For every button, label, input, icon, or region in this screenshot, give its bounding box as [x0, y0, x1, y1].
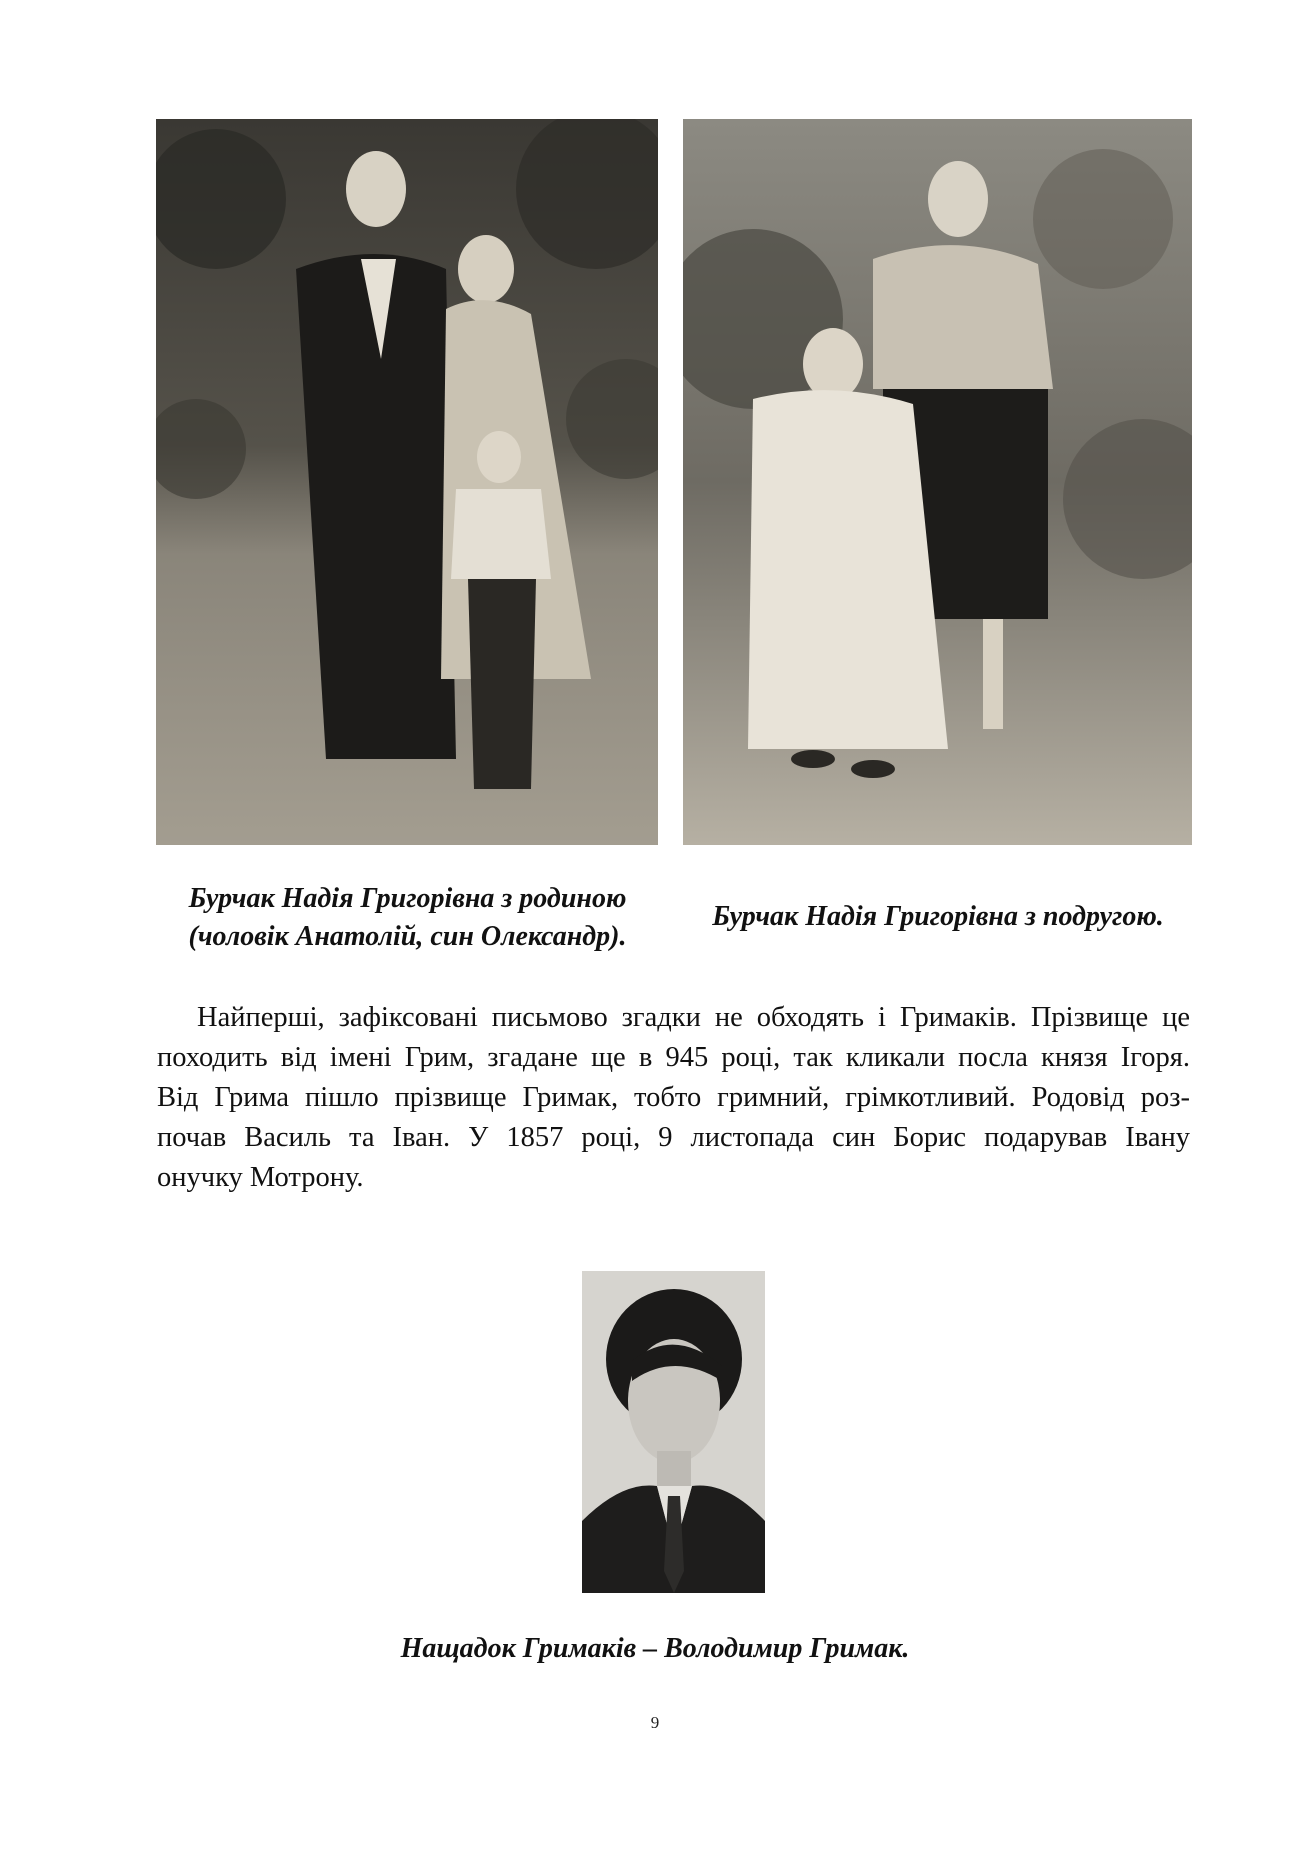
paragraph-line: почав Василь та Іван. У 1857 році, 9 листопада син Борис подарував Івану: [157, 1122, 1190, 1153]
family-photo-caption: [150, 880, 665, 956]
friend-photo-icon: [683, 119, 1192, 845]
paragraph-line: Найперші, зафіксовані письмово згадки не обходять і Гримаків. Прізвище це: [197, 1002, 1190, 1033]
body-paragraph: [157, 998, 1190, 1198]
paragraph-line: Від Грима пішло прізвище Гримак, тобто гримний, грімкотливий. Родовід роз-: [157, 1082, 1190, 1113]
portrait-photo-icon: [582, 1271, 765, 1593]
paragraph-line: онучку Мотрону.: [157, 1162, 364, 1193]
family-photo: [156, 119, 658, 845]
paragraph-line: походить від імені Грим, згадане ще в 945 році, так кликали посла князя Ігоря.: [157, 1042, 1190, 1073]
family-caption-line2: (чоловік Анатолій, син Олександр).: [188, 921, 627, 952]
friend-photo: [683, 119, 1192, 845]
family-caption-line1: Бурчак Надія Григорівна з родиною: [188, 883, 627, 914]
friend-photo-caption: Бурчак Надія Григорівна з подругою.: [712, 901, 1164, 932]
page-number: 9: [650, 1713, 660, 1732]
portrait-photo: [582, 1271, 765, 1593]
family-photo-icon: [156, 119, 658, 845]
portrait-photo-caption: Нащадок Гримаків – Володимир Гримак.: [400, 1633, 910, 1664]
